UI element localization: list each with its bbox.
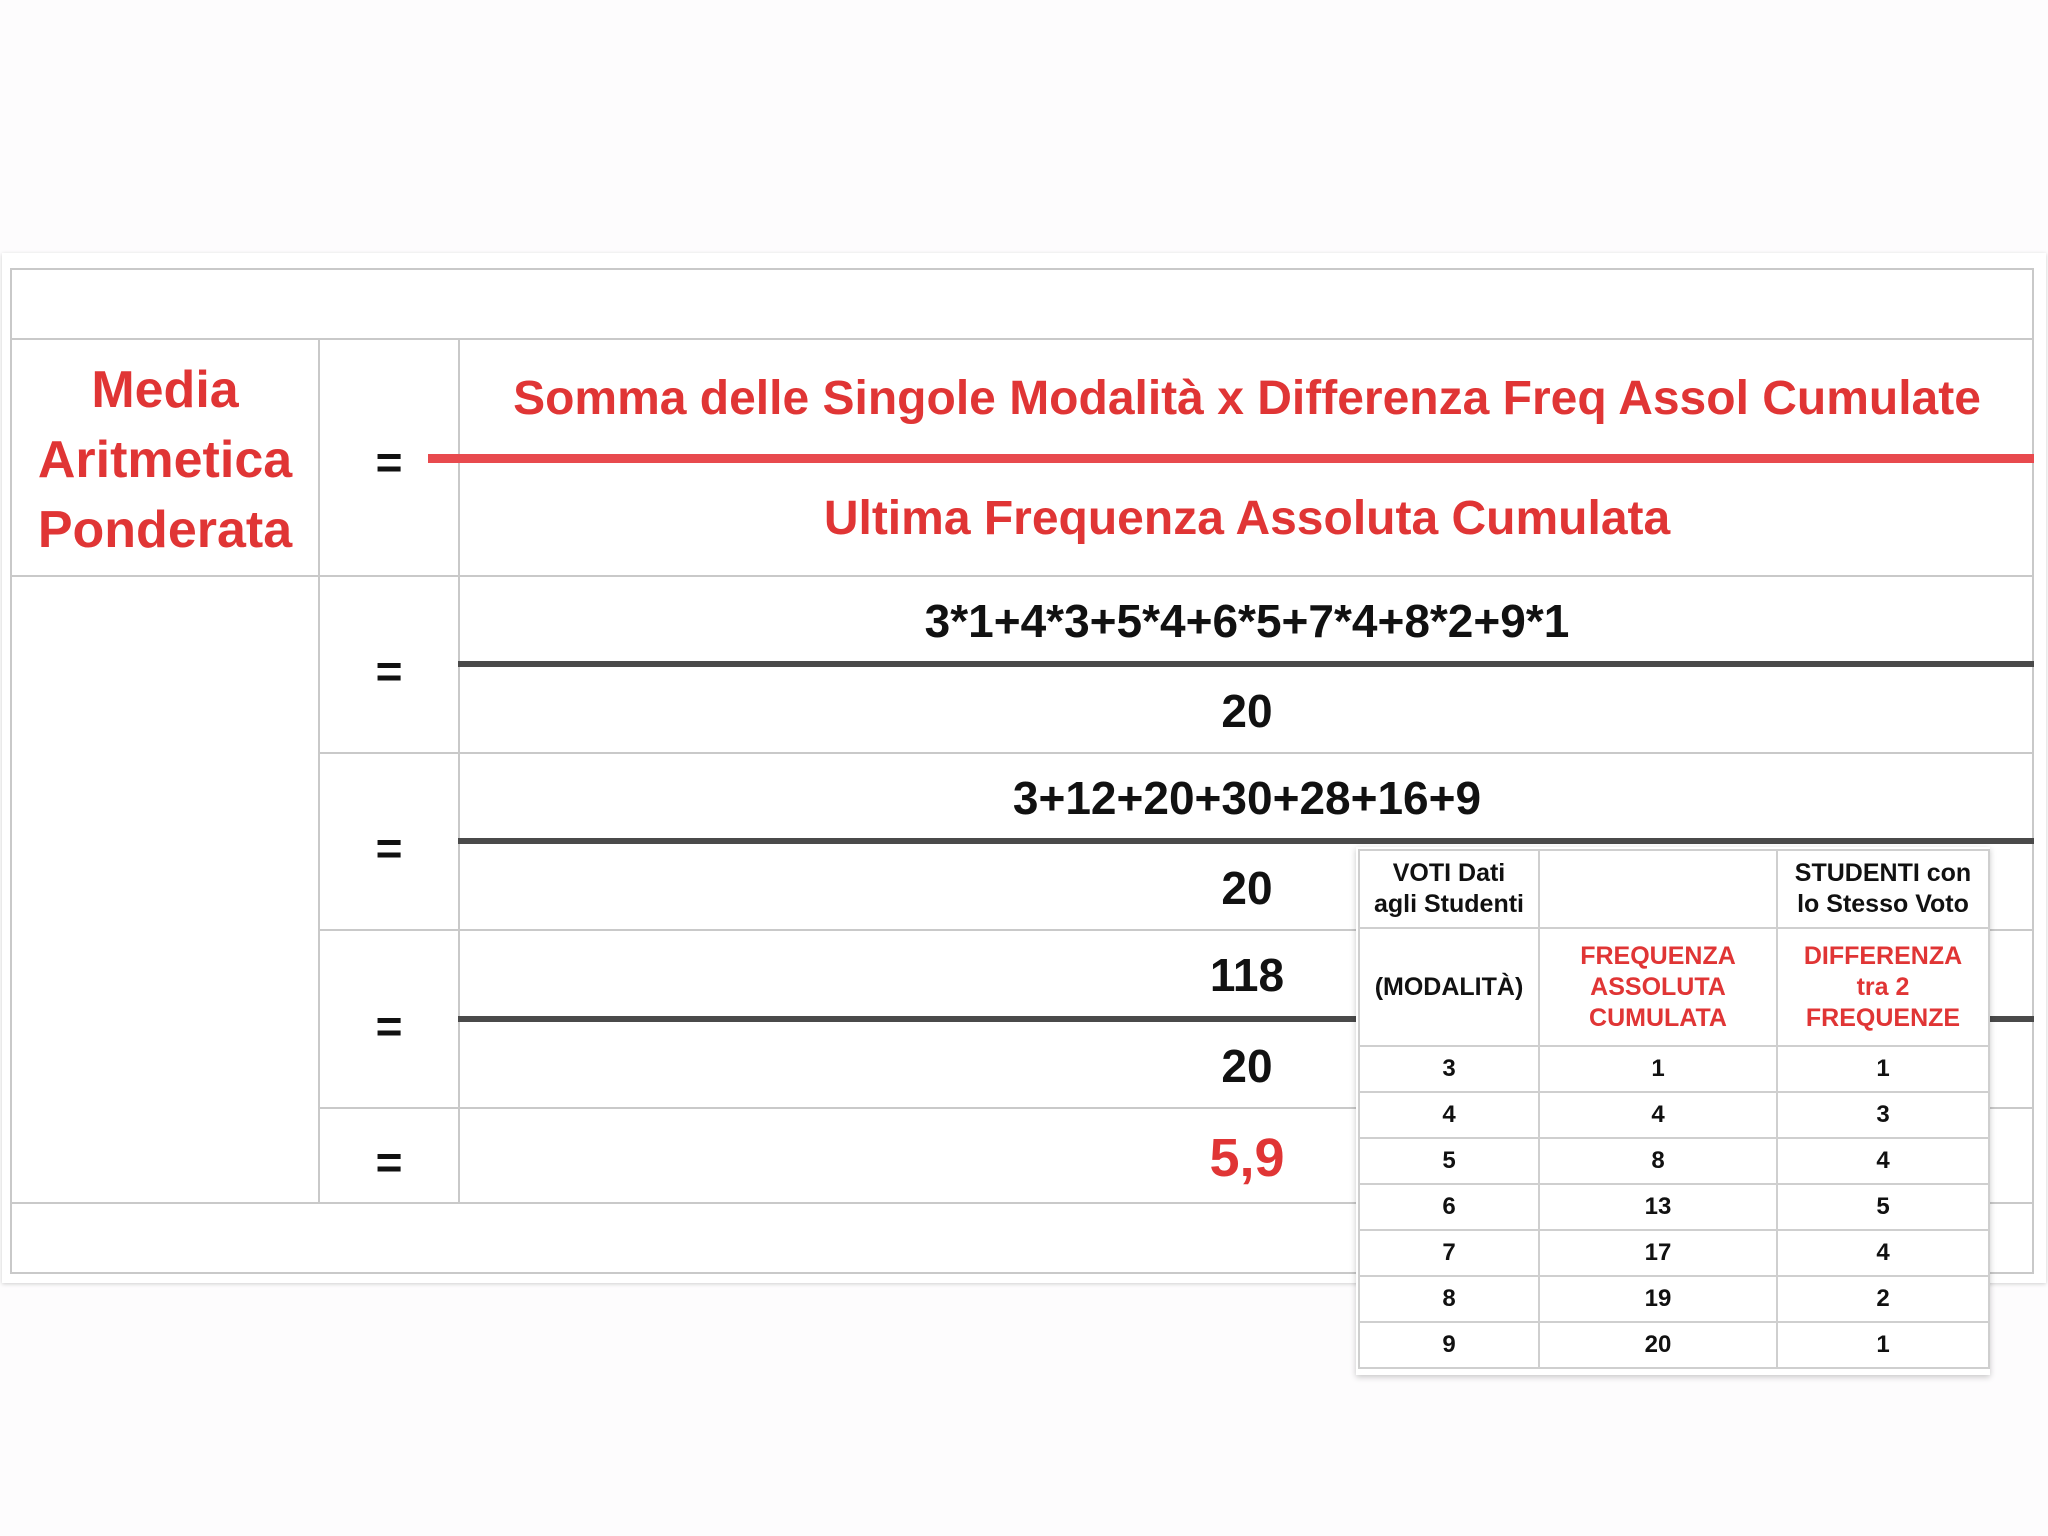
differenza-cell: 2 — [1777, 1276, 1989, 1322]
title-line-2: Aritmetica — [37, 431, 293, 489]
cumulata-cell: 20 — [1539, 1322, 1777, 1368]
frequency-table-panel — [1356, 847, 1990, 1375]
voto-cell: 8 — [1359, 1276, 1539, 1322]
step2-denominator: 20 — [1221, 862, 1273, 914]
differenza-cell: 5 — [1777, 1184, 1989, 1230]
voto-cell: 4 — [1359, 1092, 1539, 1138]
table-header-row — [1359, 850, 1989, 928]
cumulata-cell: 1 — [1539, 1046, 1777, 1092]
cumulata-cell: 13 — [1539, 1184, 1777, 1230]
cumulata-cell: 8 — [1539, 1138, 1777, 1184]
formula-title — [12, 355, 318, 565]
frequency-table — [1358, 849, 1990, 1369]
differenza-cell: 3 — [1777, 1092, 1989, 1138]
col2-header: FREQUENZA ASSOLUTA CUMULATA — [1539, 928, 1777, 1046]
col1-header-bottom: (MODALITÀ) — [1359, 928, 1539, 1046]
title-line-3: Ponderata — [37, 501, 293, 559]
step3-denominator: 20 — [1221, 1040, 1273, 1092]
table-row — [1359, 1322, 1989, 1368]
differenza-cell: 4 — [1777, 1138, 1989, 1184]
differenza-cell: 1 — [1777, 1046, 1989, 1092]
step2-numerator: 3+12+20+30+28+16+9 — [1012, 772, 1482, 824]
title-line-1: Media — [91, 361, 239, 419]
equals-sign: = — [375, 436, 403, 488]
table-header-row — [1359, 928, 1989, 1046]
equals-sign: = — [375, 1000, 403, 1052]
voto-cell: 3 — [1359, 1046, 1539, 1092]
cumulata-cell: 17 — [1539, 1230, 1777, 1276]
voto-cell: 7 — [1359, 1230, 1539, 1276]
step1-denominator: 20 — [1221, 685, 1273, 737]
table-row — [1359, 1184, 1989, 1230]
step2-fraction-line — [458, 838, 2034, 844]
equals-sign: = — [375, 645, 403, 697]
cumulata-cell: 19 — [1539, 1276, 1777, 1322]
grid-line — [318, 752, 2034, 754]
grid-line — [10, 575, 2034, 577]
equals-sign: = — [375, 1136, 403, 1188]
col2-header-top — [1539, 850, 1777, 928]
col3-header-bottom: DIFFERENZA tra 2 FREQUENZE — [1777, 928, 1989, 1046]
table-row — [1359, 1138, 1989, 1184]
grid-line — [10, 338, 2034, 340]
voto-cell: 5 — [1359, 1138, 1539, 1184]
voto-cell: 6 — [1359, 1184, 1539, 1230]
definition-fraction-line — [428, 454, 2034, 463]
equals-sign: = — [375, 822, 403, 874]
grid-line — [10, 268, 2034, 270]
col1-header-top: VOTI Dati agli Studenti — [1359, 850, 1539, 928]
result-value: 5,9 — [1209, 1128, 1285, 1188]
step1-numerator: 3*1+4*3+5*4+6*5+7*4+8*2+9*1 — [924, 595, 1570, 647]
voto-cell: 9 — [1359, 1322, 1539, 1368]
table-row — [1359, 1046, 1989, 1092]
definition-numerator: Somma delle Singole Modalità x Differenza Freq Assol Cumulate — [513, 372, 1981, 425]
table-row — [1359, 1276, 1989, 1322]
differenza-cell: 1 — [1777, 1322, 1989, 1368]
definition-denominator: Ultima Frequenza Assoluta Cumulata — [823, 492, 1671, 545]
col3-header-top: STUDENTI con lo Stesso Voto — [1777, 850, 1989, 928]
cumulata-cell: 4 — [1539, 1092, 1777, 1138]
differenza-cell: 4 — [1777, 1230, 1989, 1276]
step1-fraction-line — [458, 661, 2034, 667]
step3-numerator: 118 — [1209, 949, 1285, 1001]
table-row — [1359, 1092, 1989, 1138]
table-row — [1359, 1230, 1989, 1276]
